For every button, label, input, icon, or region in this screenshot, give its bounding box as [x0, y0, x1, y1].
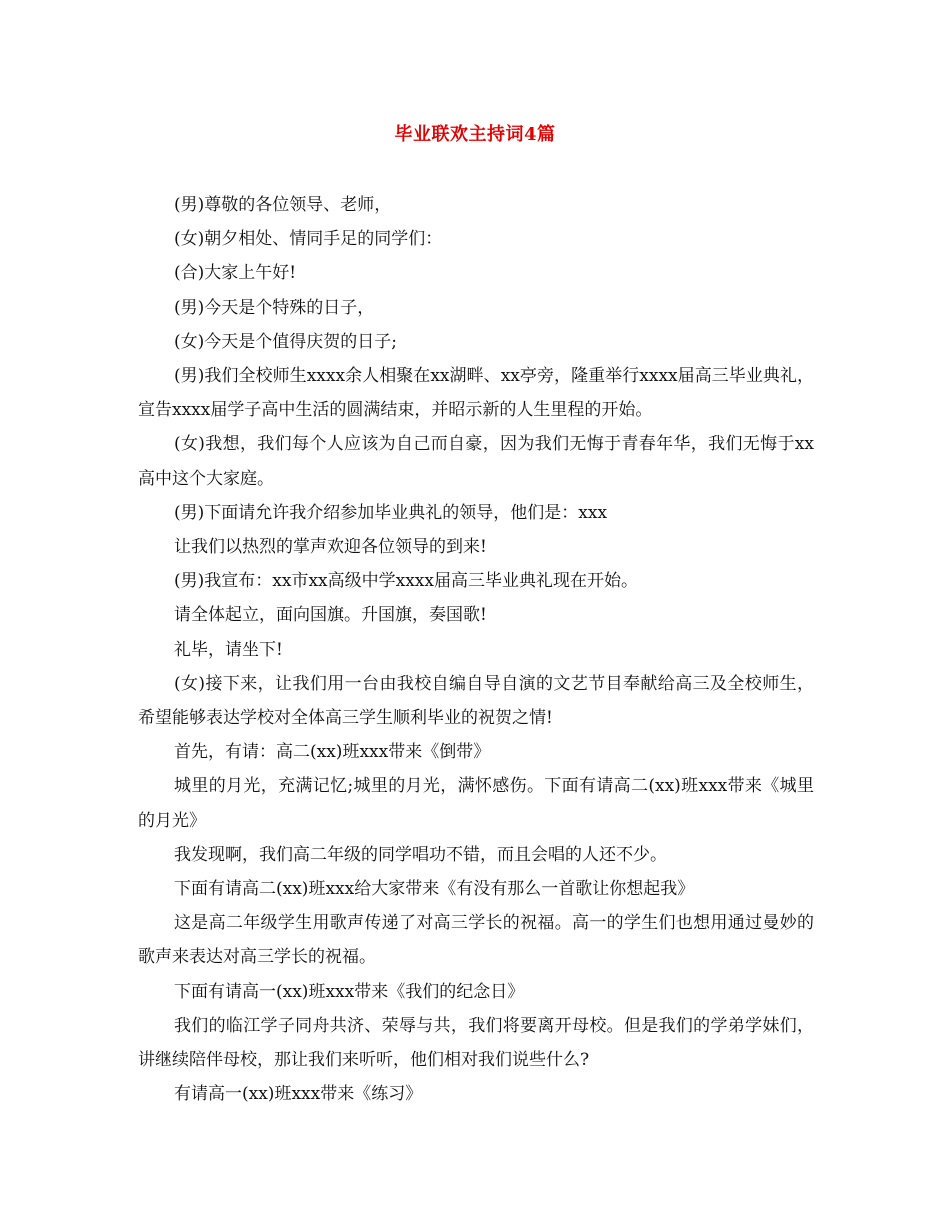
document-body: [138, 188, 814, 1111]
paragraph: (女)今天是个值得庆贺的日子;: [174, 331, 397, 352]
paragraph: 下面有请高一(xx)班xxx带来《我们的纪念日》: [174, 981, 525, 1002]
paragraph: (合)大家上午好!: [174, 263, 297, 284]
paragraph: (男)尊敬的各位领导、老师，: [174, 195, 392, 215]
paragraph: 首先，有请：高二(xx)班xxx带来《倒带》: [174, 742, 491, 763]
paragraph: (女)朝夕相处、情同手足的同学们：: [174, 229, 443, 250]
paragraph: 城里的月光，充满记忆;城里的月光，满怀感伤。下面有请高二(xx)班xxx带来《城里的月光》: [138, 776, 814, 831]
paragraph: (男)下面请允许我介绍参加毕业典礼的领导，他们是：xxx: [174, 502, 608, 523]
paragraph: (男)我们全校师生xxxx余人相聚在xx湖畔、xx亭旁，隆重举行xxxx届高三毕业典礼，宣告xxxx届学子高中生活的圆满结束，并昭示新的人生里程的开始。: [138, 366, 814, 421]
paragraph: (男)我宣布：xx市xx高级中学xxxx届高三毕业典礼现在开始。: [174, 571, 638, 592]
paragraph: 我们的临江学子同舟共济、荣辱与共，我们将要离开母校。但是我们的学弟学妹们，讲继续陪伴母校，那让我们来听听，他们相对我们说些什么?: [138, 1015, 814, 1071]
paragraph: 下面有请高二(xx)班xxx给大家带来《有没有那么一首歌让你想起我》: [174, 879, 695, 900]
paragraph: 有请高一(xx)班xxx带来《练习》: [174, 1084, 423, 1105]
document-title: 毕业联欢主持词4篇: [394, 124, 556, 145]
paragraph: 礼毕，请坐下!: [174, 639, 283, 660]
paragraph: 让我们以热烈的掌声欢迎各位领导的到来!: [174, 537, 487, 558]
paragraph: (女)我想，我们每个人应该为自己而自豪，因为我们无悔于青春年华，我们无悔于xx高中这个大家庭。: [138, 434, 814, 489]
paragraph: (男)今天是个特殊的日子，: [174, 297, 375, 318]
paragraph: 请全体起立，面向国旗。升国旗，奏国歌!: [174, 605, 487, 626]
paragraph: (女)接下来，让我们用一台由我校自编自导自演的文艺节目奉献给高三及全校师生，希望能够表达学校对全体高三学生顺利毕业的祝贺之情!: [138, 673, 814, 729]
paragraph: 我发现啊，我们高二年级的同学唱功不错，而且会唱的人还不少。: [174, 844, 667, 865]
paragraph: 这是高二年级学生用歌声传递了对高三学长的祝福。高一的学生们也想用通过曼妙的歌声来表达对高三学长的祝福。: [138, 913, 814, 968]
